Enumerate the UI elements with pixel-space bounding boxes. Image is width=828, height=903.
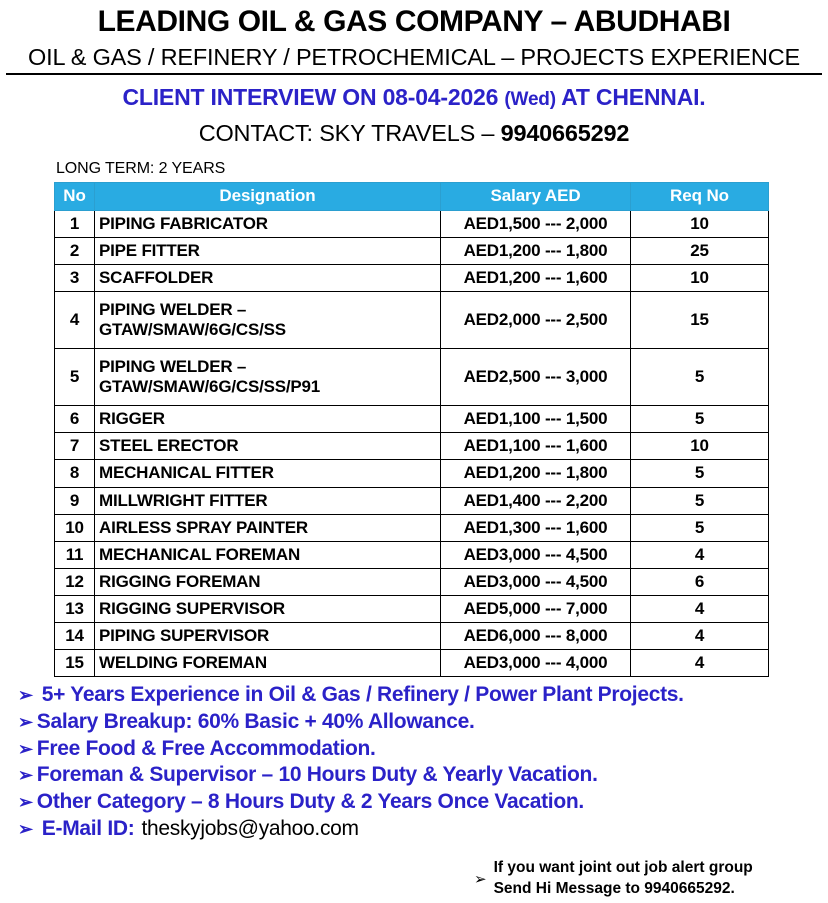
- bullet-arrow-icon: ➢: [18, 819, 33, 840]
- designation-line-1: PIPING WELDER –: [99, 357, 247, 377]
- cell-req-no: 10: [631, 211, 769, 238]
- designation-line-2: GTAW/SMAW/6G/CS/SS/P91: [99, 377, 321, 397]
- cell-salary: AED6,000 --- 8,000: [441, 622, 631, 649]
- bullet-arrow-icon: ➢: [18, 711, 33, 732]
- cell-salary: AED3,000 --- 4,000: [441, 649, 631, 676]
- cell-salary: AED1,100 --- 1,600: [441, 433, 631, 460]
- vacancies-table: [54, 182, 769, 677]
- table-row: [55, 265, 769, 292]
- cell-req-no: 10: [631, 265, 769, 292]
- cell-no: 4: [55, 292, 95, 349]
- column-header-salary: Salary AED: [441, 183, 631, 211]
- cell-designation: RIGGING FOREMAN: [95, 568, 441, 595]
- cell-salary: AED1,200 --- 1,800: [441, 460, 631, 487]
- cell-no: 8: [55, 460, 95, 487]
- list-item-label: 5+ Years Experience in Oil & Gas / Refinery / Power Plant Projects.: [41, 682, 684, 706]
- cell-req-no: 15: [631, 292, 769, 349]
- cell-designation: [95, 349, 441, 406]
- job-alert-group-note: [474, 858, 753, 900]
- cell-salary: AED1,400 --- 2,200: [441, 487, 631, 514]
- table-row: [55, 541, 769, 568]
- email-label: E-Mail ID:: [41, 817, 135, 841]
- cell-no: 6: [55, 406, 95, 433]
- table-row: [55, 433, 769, 460]
- advertisement-header: [0, 6, 828, 147]
- cell-req-no: 4: [631, 541, 769, 568]
- contact-phone-number: 9940665292: [500, 120, 630, 147]
- cell-designation: PIPING FABRICATOR: [95, 211, 441, 238]
- cell-req-no: 5: [631, 487, 769, 514]
- table-row: [55, 238, 769, 265]
- cell-no: 12: [55, 568, 95, 595]
- cell-designation: MECHANICAL FOREMAN: [95, 541, 441, 568]
- cell-salary: AED3,000 --- 4,500: [441, 541, 631, 568]
- cell-designation: PIPE FITTER: [95, 238, 441, 265]
- table-row: [55, 487, 769, 514]
- cell-salary: AED1,500 --- 2,000: [441, 211, 631, 238]
- table-row: [55, 514, 769, 541]
- cell-req-no: 25: [631, 238, 769, 265]
- cell-no: 13: [55, 595, 95, 622]
- cell-salary: AED1,200 --- 1,800: [441, 238, 631, 265]
- list-item: [18, 709, 828, 736]
- conditions-list: [18, 682, 828, 843]
- table-row: [55, 211, 769, 238]
- vacancies-table-container: [54, 182, 768, 677]
- interview-text-prefix: CLIENT INTERVIEW ON 08-04-2026: [122, 84, 505, 111]
- cell-req-no: 5: [631, 406, 769, 433]
- bullet-arrow-icon: ➢: [18, 684, 33, 705]
- cell-req-no: 4: [631, 649, 769, 676]
- table-row: [55, 568, 769, 595]
- cell-no: 2: [55, 238, 95, 265]
- email-row: [18, 816, 828, 843]
- table-row: [55, 406, 769, 433]
- note-line-2: Send Hi Message to 9940665292.: [493, 879, 735, 897]
- list-item-label: Foreman & Supervisor – 10 Hours Duty & Yearly Vacation.: [36, 763, 598, 787]
- bullet-arrow-icon: ➢: [18, 792, 33, 813]
- cell-salary: AED1,300 --- 1,600: [441, 514, 631, 541]
- column-header-no: No: [55, 183, 95, 211]
- column-header-req-no: Req No: [631, 183, 769, 211]
- cell-req-no: 10: [631, 433, 769, 460]
- cell-no: 1: [55, 211, 95, 238]
- cell-no: 11: [55, 541, 95, 568]
- cell-designation: STEEL ERECTOR: [95, 433, 441, 460]
- cell-no: 5: [55, 349, 95, 406]
- interview-text-suffix: AT CHENNAI.: [555, 84, 706, 111]
- list-item: [18, 682, 828, 709]
- email-address[interactable]: theskyjobs@yahoo.com: [141, 817, 359, 841]
- cell-no: 14: [55, 622, 95, 649]
- cell-salary: AED1,100 --- 1,500: [441, 406, 631, 433]
- cell-designation: MECHANICAL FITTER: [95, 460, 441, 487]
- list-item: [18, 789, 828, 816]
- bullet-arrow-icon: ➢: [18, 738, 33, 759]
- interview-weekday: (Wed): [504, 89, 556, 111]
- cell-designation: SCAFFOLDER: [95, 265, 441, 292]
- cell-no: 3: [55, 265, 95, 292]
- cell-no: 15: [55, 649, 95, 676]
- subtitle: OIL & GAS / REFINERY / PETROCHEMICAL – PROJECTS EXPERIENCE: [28, 44, 800, 71]
- table-header-row: [55, 183, 769, 211]
- list-item-label: Free Food & Free Accommodation.: [36, 736, 376, 760]
- cell-designation: RIGGING SUPERVISOR: [95, 595, 441, 622]
- cell-req-no: 4: [631, 595, 769, 622]
- cell-designation: WELDING FOREMAN: [95, 649, 441, 676]
- table-row: [55, 649, 769, 676]
- cell-req-no: 5: [631, 349, 769, 406]
- list-item-label: Other Category – 8 Hours Duty & 2 Years Once Vacation.: [36, 790, 584, 814]
- list-item-label: Salary Breakup: 60% Basic + 40% Allowance.: [36, 709, 475, 733]
- bullet-arrow-icon: ➢: [18, 765, 33, 786]
- cell-salary: AED2,500 --- 3,000: [441, 349, 631, 406]
- list-item: [18, 762, 828, 789]
- cell-salary: AED5,000 --- 7,000: [441, 595, 631, 622]
- contact-line: [6, 120, 822, 147]
- note-arrow-icon: ➢: [474, 870, 487, 888]
- cell-designation: [95, 292, 441, 349]
- cell-no: 7: [55, 433, 95, 460]
- table-row: [55, 349, 769, 406]
- column-header-designation: Designation: [95, 183, 441, 211]
- subtitle-underline-rule: [6, 45, 822, 75]
- page-title: LEADING OIL & GAS COMPANY – ABUDHABI: [97, 5, 731, 38]
- cell-no: 10: [55, 514, 95, 541]
- cell-req-no: 5: [631, 514, 769, 541]
- cell-salary: AED3,000 --- 4,500: [441, 568, 631, 595]
- table-row: [55, 595, 769, 622]
- cell-salary: AED2,000 --- 2,500: [441, 292, 631, 349]
- list-item: [18, 736, 828, 763]
- cell-designation: MILLWRIGHT FITTER: [95, 487, 441, 514]
- cell-no: 9: [55, 487, 95, 514]
- cell-designation: AIRLESS SPRAY PAINTER: [95, 514, 441, 541]
- table-row: [55, 292, 769, 349]
- cell-salary: AED1,200 --- 1,600: [441, 265, 631, 292]
- cell-req-no: 6: [631, 568, 769, 595]
- cell-designation: RIGGER: [95, 406, 441, 433]
- note-line-1: If you want joint out job alert group: [493, 859, 753, 876]
- note-text: [494, 858, 753, 900]
- designation-line-2: GTAW/SMAW/6G/CS/SS: [99, 320, 286, 340]
- table-row: [55, 622, 769, 649]
- designation-line-1: PIPING WELDER –: [99, 300, 247, 320]
- contract-duration-label: LONG TERM: 2 YEARS: [56, 160, 226, 178]
- table-row: [55, 460, 769, 487]
- cell-designation: PIPING SUPERVISOR: [95, 622, 441, 649]
- cell-req-no: 4: [631, 622, 769, 649]
- interview-announcement: [6, 84, 822, 111]
- contact-label: CONTACT: SKY TRAVELS –: [198, 120, 501, 147]
- cell-req-no: 5: [631, 460, 769, 487]
